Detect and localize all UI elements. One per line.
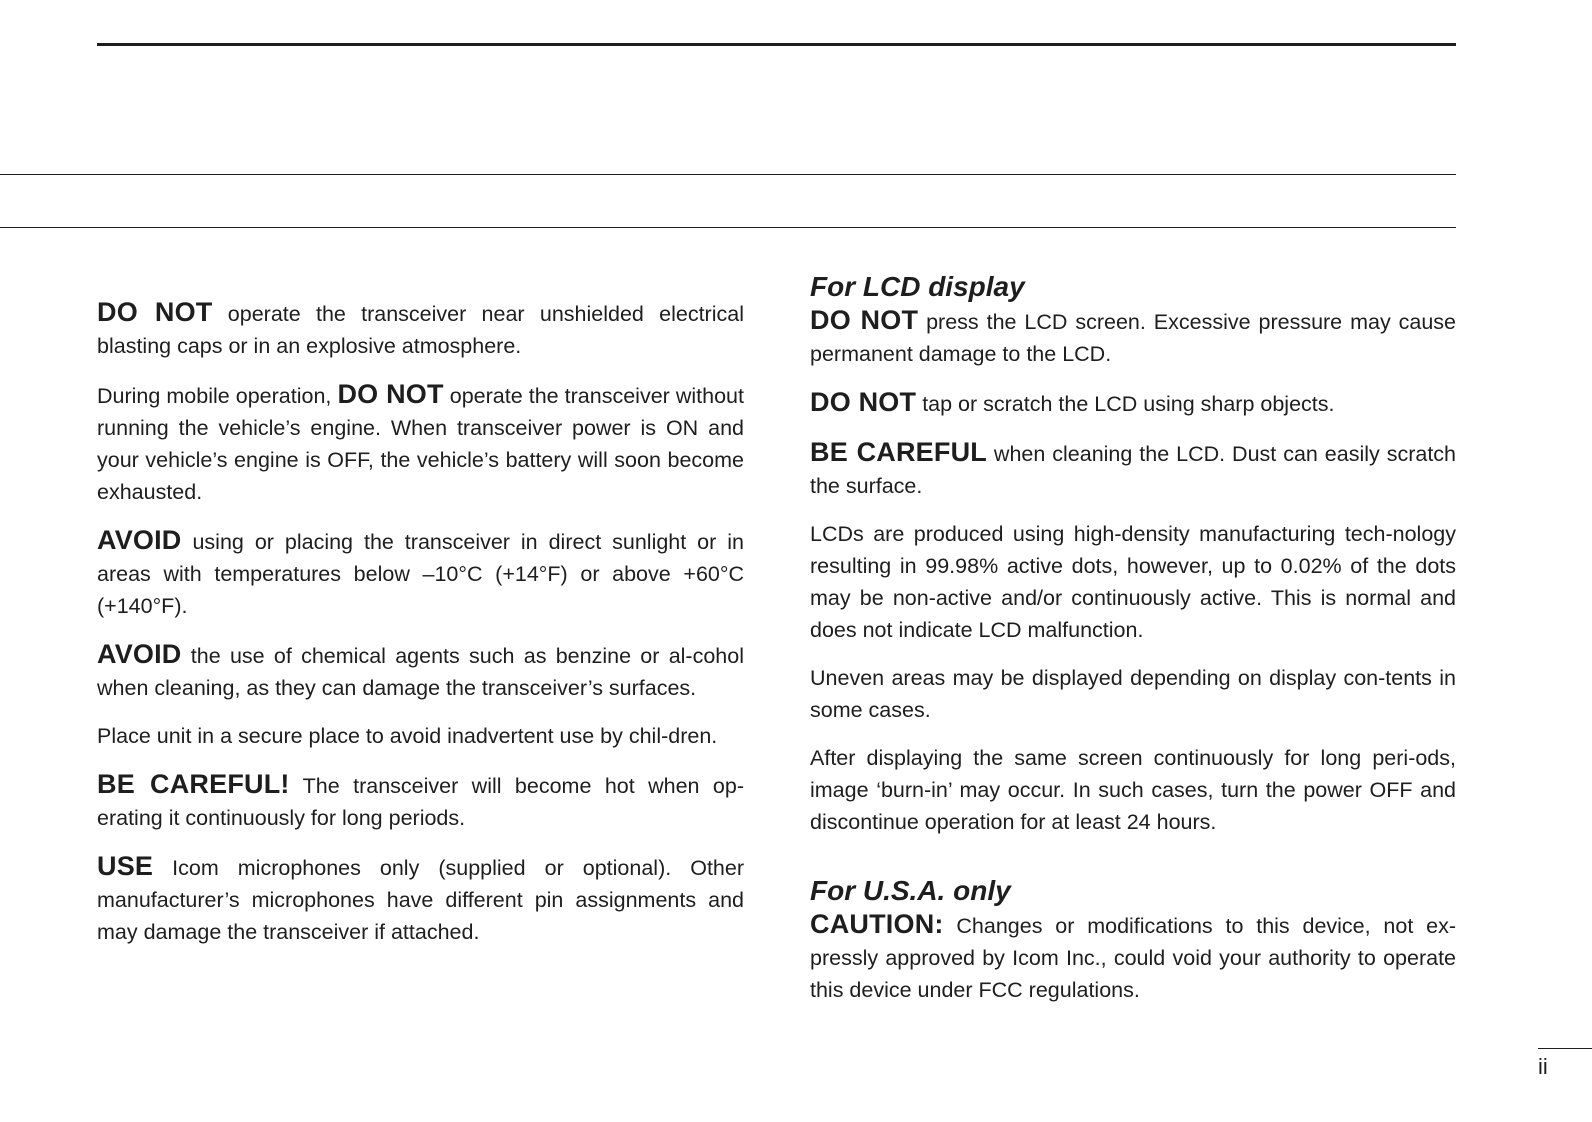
precaution-keyword: DO NOT	[97, 297, 213, 327]
left-column	[97, 296, 744, 964]
precaution-keyword: USE	[97, 851, 154, 881]
caution-text: Changes or modifications to this device, not ex-pressly approved by Icom Inc., could void your authority to operate this device under FCC regulations.	[810, 914, 1456, 1002]
lcd-keyword: DO NOT	[810, 387, 917, 417]
precaution-text: operate the transceiver without running the vehicle’s engine. When transceiver power is ON and your vehicle’s engine is OFF, the vehicle’s battery will soon become exhausted.	[97, 384, 744, 504]
top-rule	[97, 43, 1456, 46]
lcd-paragraph	[810, 436, 1456, 502]
lcd-text: press the LCD screen. Excessive pressure may cause permanent damage to the LCD.	[810, 310, 1456, 366]
precaution-keyword: DO NOT	[337, 379, 444, 409]
precaution-text: The transceiver will become hot when op-erating it continuously for long periods.	[97, 774, 744, 830]
precaution-prefix: During mobile operation,	[97, 384, 332, 408]
precaution-paragraph	[97, 850, 744, 948]
lcd-text: After displaying the same screen continuously for long peri-ods, image ‘burn-in’ may occur. In such cases, turn the power OFF and discontinue operation for at least 24 hours.	[810, 746, 1456, 834]
precaution-text: Icom microphones only (supplied or optional). Other manufacturer’s microphones have different pin assignments and may damage the transceiver if attached.	[97, 856, 744, 944]
precaution-paragraph	[97, 768, 744, 834]
lcd-keyword: DO NOT	[810, 305, 919, 335]
lcd-text: LCDs are produced using high-density manufacturing tech-nology resulting in 99.98% active dots, however, up to 0.02% of the dots may be non-active and/or continuously active. This is normal and does not indicate LCD malfunction.	[810, 522, 1456, 642]
lcd-paragraph	[810, 386, 1456, 420]
lcd-paragraph	[810, 742, 1456, 838]
caution-keyword: CAUTION:	[810, 909, 944, 939]
section-rule-upper	[0, 174, 1456, 175]
precaution-paragraph	[97, 720, 744, 752]
lcd-text: tap or scratch the LCD using sharp objects.	[922, 392, 1335, 416]
page-number-rule	[1538, 1048, 1592, 1049]
lcd-paragraph	[810, 662, 1456, 726]
lcd-paragraph	[810, 304, 1456, 370]
lcd-text: when cleaning the LCD. Dust can easily scratch the surface.	[810, 442, 1457, 498]
precaution-keyword: BE CAREFUL!	[97, 769, 290, 799]
precaution-keyword: AVOID	[97, 525, 182, 555]
precaution-text: operate the transceiver near unshielded electrical blasting caps or in an explosive atmosphere.	[97, 302, 744, 358]
precaution-paragraph	[97, 296, 744, 362]
precaution-text: the use of chemical agents such as benzine or al-cohol when cleaning, as they can damage the transceiver’s surfaces.	[97, 644, 744, 700]
caution-paragraph	[810, 908, 1456, 1006]
lcd-section-heading: For LCD display	[810, 271, 1025, 302]
section-rule-lower	[0, 227, 1456, 228]
precaution-text: using or placing the transceiver in direct sunlight or in areas with temperatures below –10°C (+14°F) or above +60°C (+140°F).	[97, 530, 744, 618]
usa-section-heading: For U.S.A. only	[810, 875, 1011, 906]
page-number: ii	[1538, 1054, 1548, 1079]
precaution-keyword: AVOID	[97, 639, 182, 669]
precaution-text: Place unit in a secure place to avoid inadvertent use by chil-dren.	[97, 724, 718, 748]
precaution-paragraph	[97, 378, 744, 508]
right-column	[810, 270, 1456, 1022]
precaution-paragraph	[97, 524, 744, 622]
lcd-paragraph	[810, 518, 1456, 646]
lcd-keyword: BE CAREFUL	[810, 437, 987, 467]
precaution-paragraph	[97, 638, 744, 704]
lcd-text: Uneven areas may be displayed depending on display con-tents in some cases.	[810, 666, 1456, 722]
